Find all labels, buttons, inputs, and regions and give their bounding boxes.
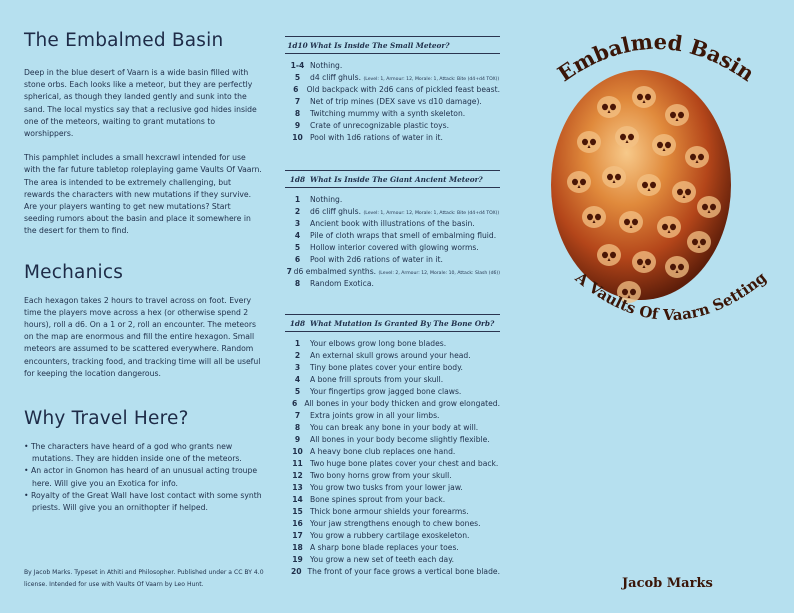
roll-number: 4 [294, 231, 301, 240]
table-row [285, 446, 500, 458]
roll-result [310, 362, 500, 374]
result-text: An external skull grows around your head. [310, 351, 471, 360]
table-row [285, 60, 500, 72]
roll-result [310, 518, 500, 530]
intro-paragraph-1: Deep in the blue desert of Vaarn is a wide basin filled with stone orbs. Each looks like a meteor, but they are perfectly spherical, as though they landed gently and sunk into the sand. The local mystics say that a reclusive god hides inside one of the meteors, waiting to grant mutations to worshippers. [24, 68, 257, 139]
result-text: You can break any bone in your body at will. [310, 423, 479, 432]
skull-icon [657, 216, 681, 238]
roll-result [310, 338, 500, 350]
roll-result [310, 542, 500, 554]
table-header [285, 170, 500, 188]
result-text: Net of trip mines (DEX save vs d10 damage). [310, 97, 482, 106]
roll-result [310, 374, 500, 386]
stat-block: (Level: 2, Armour: 12, Morale: 10, Attack: Slash (d6)) [378, 271, 500, 276]
roll-result [310, 494, 500, 506]
table-body [285, 60, 500, 144]
skull-icon [577, 131, 601, 153]
result-text: Random Exotica. [310, 279, 374, 288]
result-text: Two huge bone plates cover your chest and back. [310, 459, 499, 468]
roll-result [310, 206, 500, 218]
roll-result [310, 386, 500, 398]
skull-icon [685, 146, 709, 168]
result-text: Pool with 1d6 rations of water in it. [310, 133, 443, 142]
roll-result [310, 470, 500, 482]
table-body [285, 338, 500, 578]
table-row [285, 554, 500, 566]
table-row [285, 132, 500, 144]
result-text: Your fingertips grow jagged bone claws. [310, 387, 462, 396]
stat-block: (Level: 1, Armour: 12, Morale: 1, Attack: Bite (d4+d4 TOX)) [363, 77, 500, 82]
roll-number: 3 [294, 363, 301, 372]
list-item: • An actor in Gnomon has heard of an unusual acting troupe here. Will give you an Exotica for info. [24, 466, 258, 488]
result-text: The front of your face grows a vertical bone blade. [307, 567, 500, 576]
skull-icon [637, 174, 661, 196]
result-text: All bones in your body thicken and grow elongated. [304, 399, 500, 408]
table-body [285, 194, 500, 290]
skull-icon [672, 181, 696, 203]
cover-subtitle [552, 262, 792, 342]
roll-number: 6 [292, 399, 298, 408]
table-row [285, 96, 500, 108]
result-text: Bone spines sprout from your back. [310, 495, 446, 504]
result-text: A bone frill sprouts from your skull. [310, 375, 444, 384]
table-row [285, 374, 500, 386]
result-text: Ancient book with illustrations of the basin. [310, 219, 475, 228]
roll-result [310, 530, 500, 542]
roll-number: 6 [294, 255, 301, 264]
result-text: A heavy bone club replaces one hand. [310, 447, 456, 456]
roll-result [310, 194, 500, 206]
table-row [285, 386, 500, 398]
result-text: You grow two tusks from your lower jaw. [310, 483, 463, 492]
roll-result [310, 108, 500, 120]
roll-number: 2 [294, 351, 301, 360]
roll-result [310, 422, 500, 434]
die-label: 1d10 [287, 40, 308, 50]
result-text: A sharp bone blade replaces your toes. [310, 543, 459, 552]
roll-result [310, 132, 500, 144]
roll-number: 16 [292, 519, 303, 528]
table-row [285, 206, 500, 218]
roll-number: 7 [286, 267, 292, 276]
skull-icon [652, 134, 676, 156]
roll-number: 8 [294, 109, 301, 118]
bone-orb-table [285, 314, 500, 578]
roll-number: 19 [292, 555, 303, 564]
roll-number: 9 [294, 121, 301, 130]
roll-result [310, 410, 500, 422]
roll-number: 18 [292, 543, 303, 552]
table-title: What Mutation Is Granted By The Bone Orb? [310, 318, 495, 328]
list-item: • The characters have heard of a god who grants new mutations. They are hidden inside one of the meteors. [24, 442, 242, 464]
result-text: Crate of unrecognizable plastic toys. [310, 121, 450, 130]
result-text: d4 cliff ghuls. [310, 73, 364, 82]
roll-number: 3 [294, 219, 301, 228]
roll-result [294, 266, 500, 278]
section-title-embalmed-basin: The Embalmed Basin [24, 30, 224, 51]
table-row [285, 278, 500, 290]
cover-subtitle-text: A Vaults Of Vaarn Setting [571, 268, 770, 325]
result-text: Hollow interior covered with glowing worms. [310, 243, 479, 252]
roll-number: 2 [294, 207, 301, 216]
footer-credits: By Jacob Marks. Typeset in Athiti and Philosopher. Published under a CC BY 4.0 license. Intended for use with Vaults Of Vaarn by Leo Hunt. [24, 569, 264, 588]
section-title-mechanics: Mechanics [24, 261, 124, 283]
table-row [285, 218, 500, 230]
roll-result [310, 72, 500, 84]
roll-number: 1 [294, 195, 301, 204]
roll-result [310, 242, 500, 254]
table-row [285, 108, 500, 120]
roll-number: 7 [294, 411, 301, 420]
die-label: 1d8 [289, 174, 306, 184]
table-row [285, 266, 500, 278]
roll-result [310, 230, 500, 242]
result-text: Extra joints grow in all your limbs. [310, 411, 440, 420]
result-text: d6 cliff ghuls. [310, 207, 364, 216]
table-title: What Is Inside The Small Meteor? [310, 40, 450, 50]
roll-number: 15 [292, 507, 303, 516]
result-text: All bones in your body become slightly flexible. [310, 435, 490, 444]
table-header [285, 314, 500, 332]
result-text: Old backpack with 2d6 cans of pickled feast beast. [306, 85, 500, 94]
table-row [285, 470, 500, 482]
roll-result [308, 566, 500, 578]
table-row [285, 506, 500, 518]
table-row [285, 242, 500, 254]
table-row [285, 120, 500, 132]
result-text: You grow a new set of teeth each day. [310, 555, 455, 564]
roll-result [310, 60, 500, 72]
table-row [285, 518, 500, 530]
roll-result [310, 96, 500, 108]
table-row [285, 410, 500, 422]
table-row [285, 254, 500, 266]
table-title: What Is Inside The Giant Ancient Meteor? [310, 174, 483, 184]
result-text: Thick bone armour shields your forearms. [310, 507, 469, 516]
result-text: Twitching mummy with a synth skeleton. [310, 109, 466, 118]
table-row [285, 494, 500, 506]
roll-number: 5 [294, 73, 301, 82]
roll-number: 17 [292, 531, 303, 540]
roll-number: 13 [292, 483, 303, 492]
table-row [285, 542, 500, 554]
roll-result [304, 398, 500, 410]
roll-number: 14 [292, 495, 303, 504]
table-row [285, 230, 500, 242]
mechanics-paragraph: Each hexagon takes 2 hours to travel across on foot. Every time the players move across a hex (or otherwise spend 2 hours), roll a d6. On a 1 or 2, roll an encounter. The meteors on the map are enormous and fill the entire hexagon. Small meteors are assumed to be scattered everywhere. Random encounters, tracking food, and tracking time will all be useful for keeping the location dangerous. [24, 295, 261, 378]
intro-paragraph-2: This pamphlet includes a small hexcrawl intended for use with the far future tabletop roleplaying game Vaults Of Vaarn. The area is intended to be extremely challenging, but rewards the characters with new mutations if they survive. Are your players wanting to get new mutations? Start seeding rumors about the basin and place it somewhere in the desert for them to find. [24, 153, 262, 236]
roll-result [310, 482, 500, 494]
skull-icon [615, 126, 639, 148]
roll-result [310, 350, 500, 362]
table-row [285, 458, 500, 470]
skull-icon [697, 196, 721, 218]
list-item: • Royalty of the Great Wall have lost contact with some synth priests. Will give you an ornithopter if helped. [24, 490, 262, 513]
skull-icon [632, 86, 656, 108]
table-row [285, 194, 500, 206]
table-row [285, 530, 500, 542]
roll-number: 7 [294, 97, 301, 106]
roll-result [310, 120, 500, 132]
table-row [285, 338, 500, 350]
section-title-why-travel: Why Travel Here? [24, 408, 189, 430]
roll-result [310, 254, 500, 266]
table-row [285, 422, 500, 434]
result-text: You grow a rubbery cartilage exoskeleton. [310, 531, 470, 540]
roll-number: 8 [294, 423, 301, 432]
roll-result [310, 446, 500, 458]
roll-number: 12 [292, 471, 303, 480]
skull-icon [687, 231, 711, 253]
table-row [285, 566, 500, 578]
stat-block: (Level: 1, Armour: 12, Morale: 1, Attack: Bite (d4+d4 TOX)) [363, 211, 500, 216]
roll-number: 20 [290, 567, 302, 576]
roll-result [307, 84, 500, 96]
left-column [24, 30, 262, 514]
skull-icon [582, 206, 606, 228]
table-header [285, 36, 500, 54]
skull-icon [619, 211, 643, 233]
result-text: Pile of cloth wraps that smell of embalming fluid. [310, 231, 497, 240]
roll-number: 6 [293, 85, 299, 94]
cover-author: Jacob Marks [622, 576, 713, 591]
roll-number: 4 [294, 375, 301, 384]
roll-number: 5 [294, 243, 301, 252]
skull-icon [665, 104, 689, 126]
result-text: Pool with 2d6 rations of water in it. [310, 255, 443, 264]
roll-number: 5 [294, 387, 301, 396]
roll-result [310, 554, 500, 566]
cover-title-text: Embalmed Basin [552, 28, 760, 87]
roll-number: 9 [294, 435, 301, 444]
roll-result [310, 506, 500, 518]
skull-icon [597, 96, 621, 118]
result-text: Nothing. [310, 195, 343, 204]
roll-number: 11 [292, 459, 303, 468]
result-text: Your elbows grow long bone blades. [310, 339, 447, 348]
giant-meteor-table [285, 170, 500, 290]
table-row [285, 482, 500, 494]
table-row [285, 398, 500, 410]
roll-result [310, 278, 500, 290]
die-label: 1d8 [289, 318, 306, 328]
roll-number: 10 [292, 133, 303, 142]
result-text: d6 embalmed synths. [293, 267, 379, 276]
result-text: Two bony horns grow from your skull. [310, 471, 452, 480]
table-row [285, 350, 500, 362]
table-row [285, 362, 500, 374]
roll-number: 1-4 [290, 61, 305, 70]
roll-result [310, 458, 500, 470]
result-text: Tiny bone plates cover your entire body. [310, 363, 463, 372]
small-meteor-table [285, 36, 500, 144]
result-text: Nothing. [310, 61, 343, 70]
roll-number: 8 [294, 279, 301, 288]
skull-icon [602, 166, 626, 188]
table-row [285, 72, 500, 84]
roll-number: 1 [294, 339, 301, 348]
roll-number: 10 [292, 447, 303, 456]
why-travel-list [24, 441, 262, 514]
skull-icon [567, 171, 591, 193]
result-text: Your jaw strengthens enough to chew bones. [310, 519, 481, 528]
table-row [285, 84, 500, 96]
table-row [285, 434, 500, 446]
roll-result [310, 434, 500, 446]
roll-result [310, 218, 500, 230]
